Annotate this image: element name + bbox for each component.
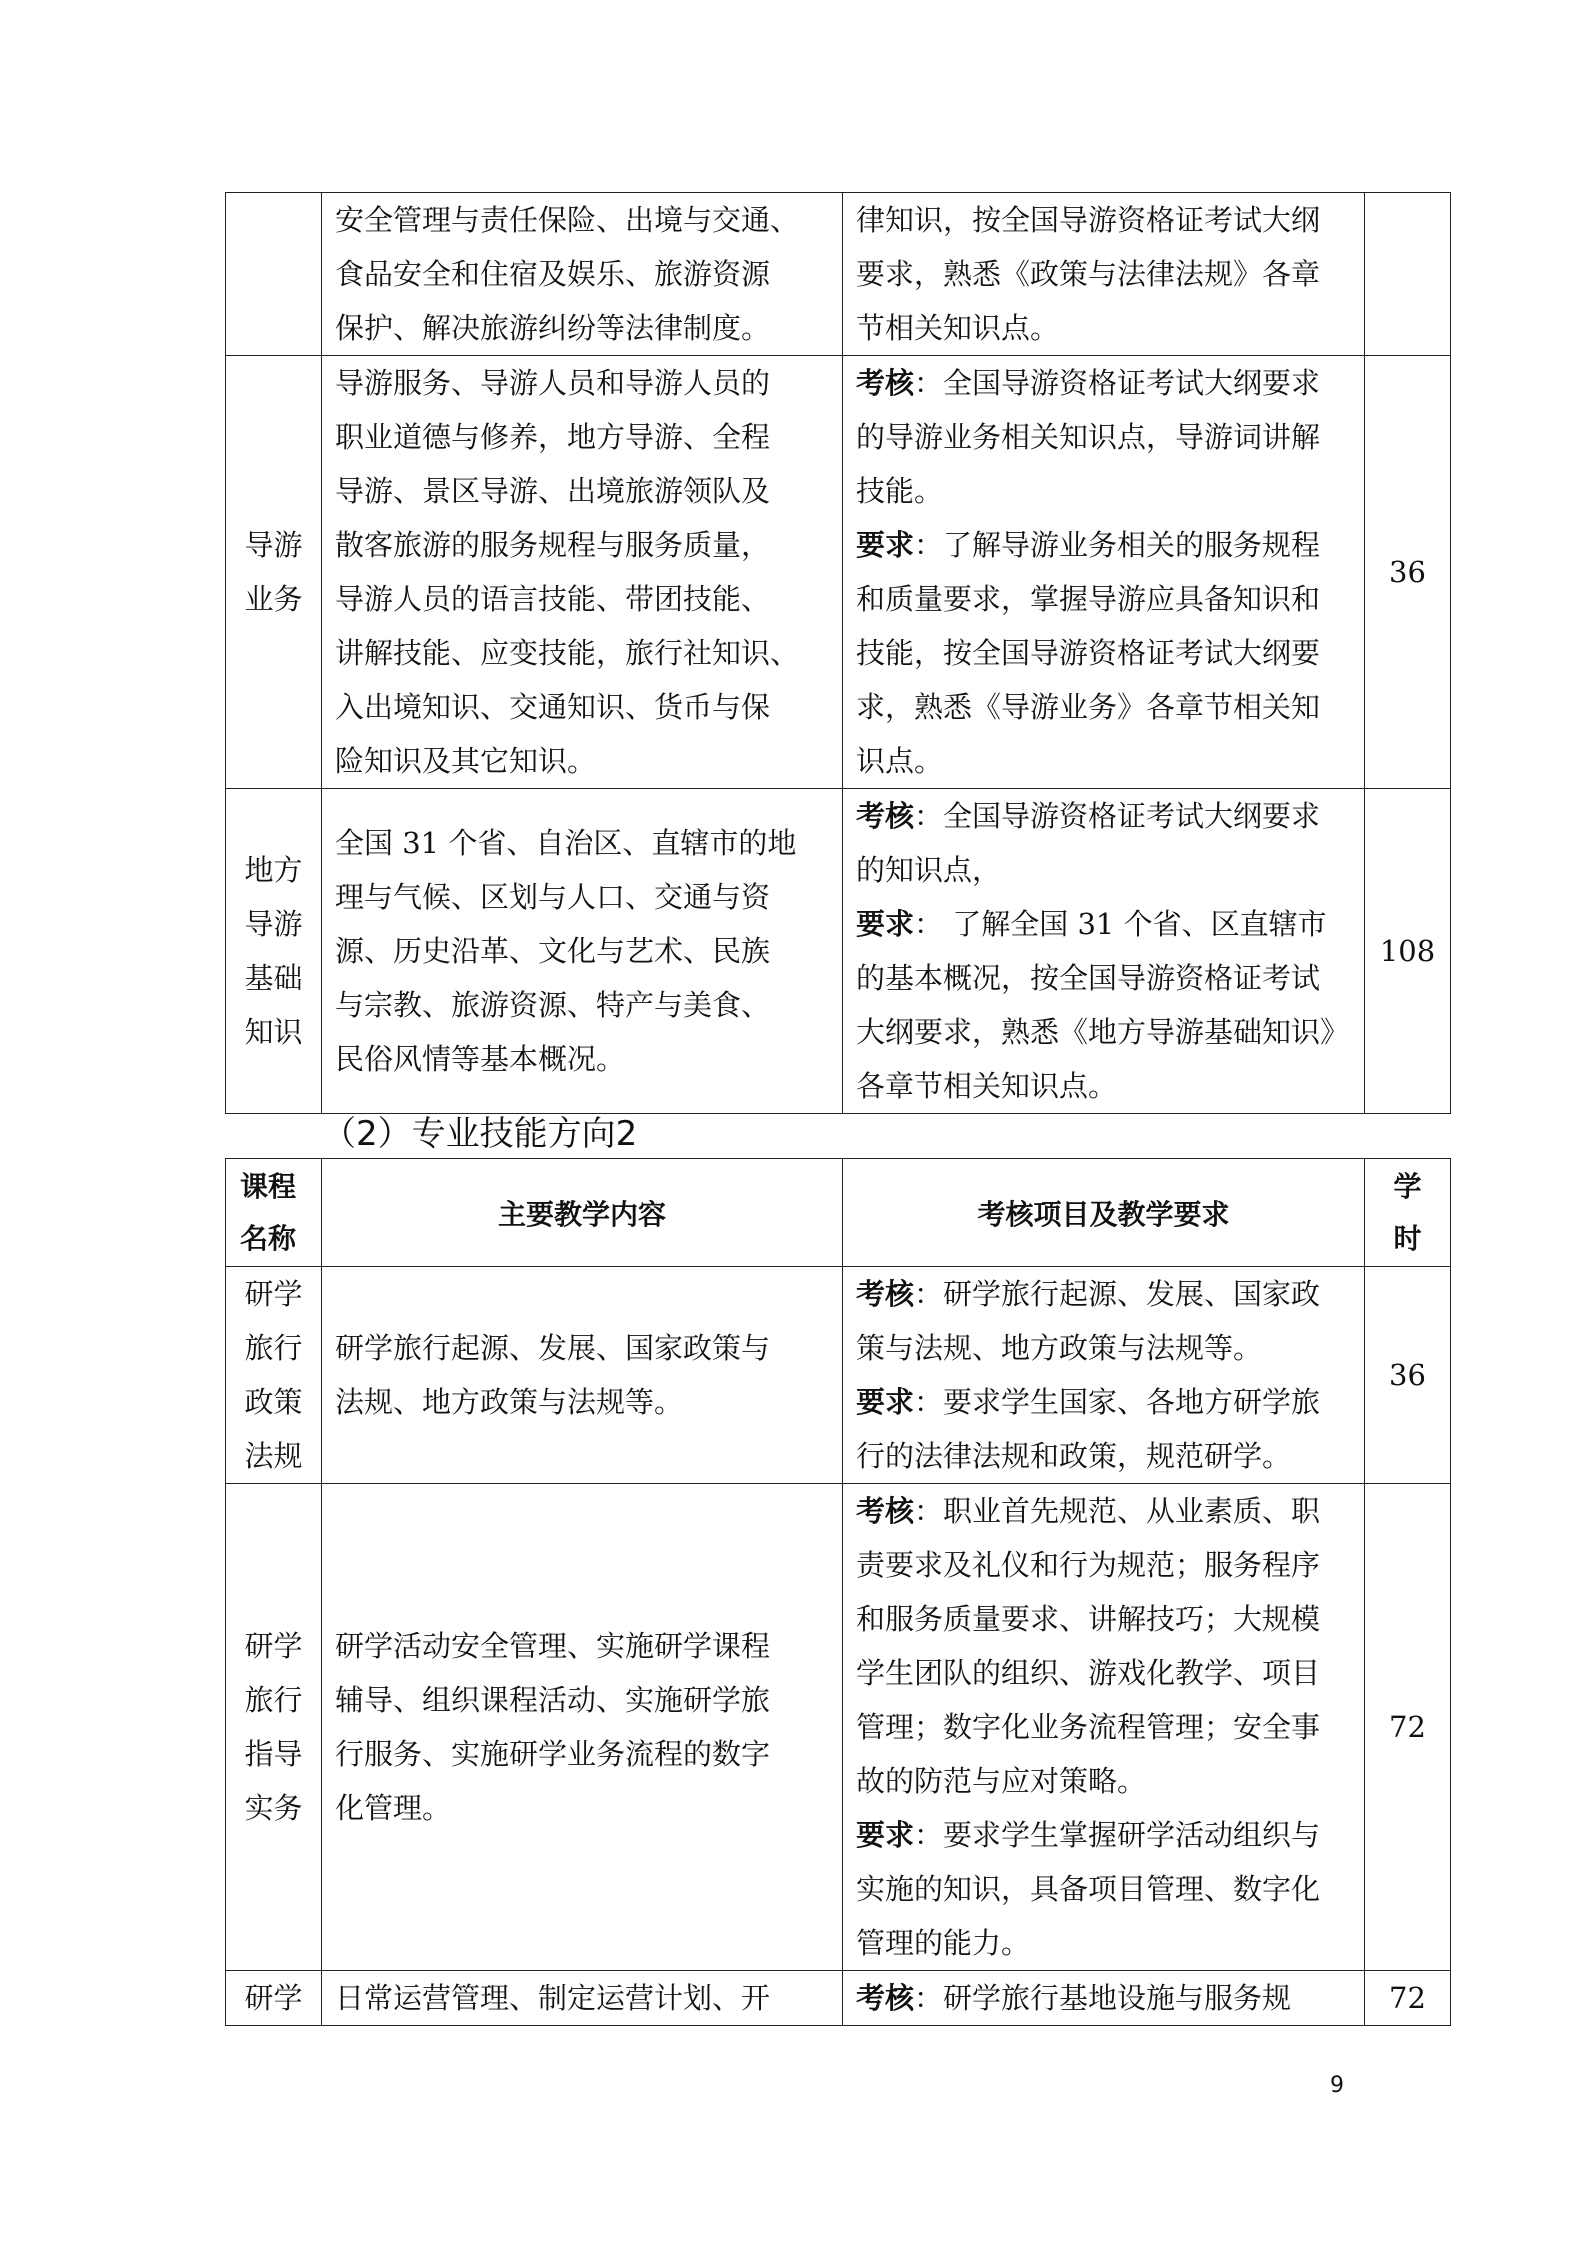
hours-cell: 108 <box>1365 789 1451 1114</box>
assessment-text: 技能，按全国导游资格证考试大纲要 <box>856 636 1321 670</box>
assessment-text: 学生团队的组织、游戏化教学、项目 <box>856 1656 1321 1690</box>
assessment-line <box>856 734 1351 788</box>
course-name-line: 业务 <box>244 582 303 616</box>
course-name-line: 政策 <box>244 1385 303 1419</box>
assessment-label: 考核 <box>856 1494 915 1528</box>
content-line: 保护、解决旅游纠纷等法律制度。 <box>335 311 771 345</box>
header-content: 主要教学内容 <box>322 1159 843 1267</box>
assessment-line <box>856 1484 1351 1538</box>
content-line: 理与气候、区划与人口、交通与资 <box>335 880 771 914</box>
assessment-line <box>856 356 1351 410</box>
assessment-text: 的基本概况，按全国导游资格证考试 <box>856 961 1321 995</box>
course-table-2 <box>225 1158 1451 2026</box>
table-row <box>226 1971 1451 2026</box>
header-hours-line: 学 <box>1393 1169 1422 1203</box>
assessment-line <box>856 464 1351 518</box>
assessment-label: 要求 <box>856 1385 915 1419</box>
assessment-label: 考核 <box>856 1277 915 1311</box>
assessment-text: 和服务质量要求、讲解技巧；大规模 <box>856 1602 1321 1636</box>
hours-cell: 36 <box>1365 1267 1451 1484</box>
assessment-line <box>856 680 1351 734</box>
assessment-line <box>856 1646 1351 1700</box>
assessment-text: 和质量要求，掌握导游应具备知识和 <box>856 582 1321 616</box>
content-line: 全国 31 个省、自治区、直辖市的地 <box>335 826 797 860</box>
assessment-label: 要求 <box>856 1818 915 1852</box>
assessment-line <box>856 951 1351 1005</box>
header-hours <box>1365 1159 1451 1267</box>
content-line: 日常运营管理、制定运营计划、开 <box>335 1981 771 2015</box>
content-line: 化管理。 <box>335 1791 452 1825</box>
page-number: 9 <box>1330 2073 1344 2098</box>
table-row <box>226 1267 1451 1484</box>
assessment-cell <box>843 356 1365 789</box>
assessment-text: 节相关知识点。 <box>856 311 1060 345</box>
assessment-cell <box>843 1484 1365 1971</box>
teaching-content-cell <box>322 1971 843 2026</box>
teaching-content-cell <box>322 356 843 789</box>
course-name-line: 旅行 <box>244 1683 303 1717</box>
course-name-cell <box>226 1971 322 2026</box>
assessment-text: ：要求学生掌握研学活动组织与 <box>914 1818 1321 1852</box>
assessment-text: ：了解导游业务相关的服务规程 <box>914 528 1321 562</box>
assessment-label: 考核 <box>856 366 915 400</box>
assessment-text: ：要求学生国家、各地方研学旅 <box>914 1385 1321 1419</box>
content-line: 导游人员的语言技能、带团技能、 <box>335 582 771 616</box>
assessment-label: 要求 <box>856 528 915 562</box>
table-row <box>226 789 1451 1114</box>
teaching-content-cell <box>322 193 843 356</box>
assessment-label: 考核 <box>856 799 915 833</box>
course-name-cell <box>226 1267 322 1484</box>
assessment-text: 的知识点， <box>856 853 1002 887</box>
course-name-line: 研学 <box>244 1629 303 1663</box>
assessment-text: 要求，熟悉《政策与法律法规》各章 <box>856 257 1321 291</box>
header-hours-line: 时 <box>1393 1221 1422 1255</box>
hours-cell: 72 <box>1365 1971 1451 2026</box>
assessment-text: 的导游业务相关知识点，导游词讲解 <box>856 420 1321 454</box>
assessment-line <box>856 1321 1351 1375</box>
course-name-line: 研学 <box>244 1981 303 2015</box>
assessment-line <box>856 1059 1351 1113</box>
assessment-line <box>856 1375 1351 1429</box>
header-course-name-line: 课程 <box>240 1169 297 1203</box>
header-course-name <box>226 1159 322 1267</box>
assessment-text: ：研学旅行起源、发展、国家政 <box>914 1277 1321 1311</box>
assessment-line <box>856 1754 1351 1808</box>
content-line: 职业道德与修养，地方导游、全程 <box>335 420 771 454</box>
assessment-text: ：全国导游资格证考试大纲要求 <box>914 366 1321 400</box>
content-line: 险知识及其它知识。 <box>335 744 597 778</box>
assessment-text: 行的法律法规和政策，规范研学。 <box>856 1439 1292 1473</box>
teaching-content-cell <box>322 1267 843 1484</box>
assessment-text: ：全国导游资格证考试大纲要求 <box>914 799 1321 833</box>
assessment-line <box>856 247 1351 301</box>
assessment-text: 策与法规、地方政策与法规等。 <box>856 1331 1263 1365</box>
table-row <box>226 193 1451 356</box>
content-line: 辅导、组织课程活动、实施研学旅 <box>335 1683 771 1717</box>
course-name-cell <box>226 193 322 356</box>
assessment-line <box>856 301 1351 355</box>
assessment-line <box>856 1267 1351 1321</box>
course-name-line: 实务 <box>244 1791 303 1825</box>
assessment-text: 实施的知识，具备项目管理、数字化 <box>856 1872 1321 1906</box>
assessment-line <box>856 410 1351 464</box>
assessment-text: ：研学旅行基地设施与服务规 <box>914 1981 1292 2015</box>
content-line: 研学活动安全管理、实施研学课程 <box>335 1629 771 1663</box>
hours-cell: 72 <box>1365 1484 1451 1971</box>
assessment-line <box>856 1808 1351 1862</box>
teaching-content-cell <box>322 789 843 1114</box>
hours-cell: 36 <box>1365 356 1451 789</box>
header-course-name-line: 名称 <box>240 1221 297 1255</box>
content-line: 散客旅游的服务规程与服务质量， <box>335 528 771 562</box>
course-name-line: 地方 <box>244 853 303 887</box>
course-name-line: 研学 <box>244 1277 303 1311</box>
assessment-text: ：职业首先规范、从业素质、职 <box>914 1494 1321 1528</box>
header-requirements: 考核项目及教学要求 <box>843 1159 1365 1267</box>
content-line: 讲解技能、应变技能，旅行社知识、 <box>335 636 800 670</box>
course-name-line: 法规 <box>244 1439 303 1473</box>
content-line: 法规、地方政策与法规等。 <box>335 1385 684 1419</box>
course-name-line: 知识 <box>244 1015 303 1049</box>
assessment-text: 管理的能力。 <box>856 1926 1031 1960</box>
assessment-line <box>856 897 1351 951</box>
course-name-cell <box>226 1484 322 1971</box>
teaching-content-cell <box>322 1484 843 1971</box>
assessment-line <box>856 572 1351 626</box>
assessment-line <box>856 1700 1351 1754</box>
assessment-line <box>856 1916 1351 1970</box>
assessment-line <box>856 518 1351 572</box>
section-title: （2）专业技能方向2 <box>322 1114 638 1154</box>
course-name-cell <box>226 356 322 789</box>
course-name-line: 指导 <box>244 1737 303 1771</box>
assessment-text: ： 了解全国 31 个省、区直辖市 <box>914 907 1327 941</box>
assessment-line <box>856 1005 1351 1059</box>
assessment-cell <box>843 1971 1365 2026</box>
assessment-label: 考核 <box>856 1981 915 2015</box>
table-row <box>226 356 1451 789</box>
assessment-text: 技能。 <box>856 474 944 508</box>
assessment-line <box>856 843 1351 897</box>
assessment-line <box>856 1538 1351 1592</box>
content-line: 行服务、实施研学业务流程的数字 <box>335 1737 771 1771</box>
content-line: 食品安全和住宿及娱乐、旅游资源 <box>335 257 771 291</box>
table-row <box>226 1484 1451 1971</box>
content-line: 民俗风情等基本概况。 <box>335 1042 626 1076</box>
content-line: 安全管理与责任保险、出境与交通、 <box>335 203 800 237</box>
assessment-cell <box>843 193 1365 356</box>
assessment-text: 大纲要求，熟悉《地方导游基础知识》 <box>856 1015 1350 1049</box>
assessment-line <box>856 626 1351 680</box>
assessment-text: 律知识，按全国导游资格证考试大纲 <box>856 203 1321 237</box>
assessment-label: 要求 <box>856 907 915 941</box>
content-line: 导游服务、导游人员和导游人员的 <box>335 366 771 400</box>
course-name-line: 导游 <box>244 528 303 562</box>
assessment-line <box>856 193 1351 247</box>
content-line: 与宗教、旅游资源、特产与美食、 <box>335 988 771 1022</box>
content-line: 源、历史沿革、文化与艺术、民族 <box>335 934 771 968</box>
assessment-line <box>856 1971 1351 2025</box>
assessment-line <box>856 1592 1351 1646</box>
assessment-text: 求，熟悉《导游业务》各章节相关知 <box>856 690 1321 724</box>
assessment-text: 责要求及礼仪和行为规范；服务程序 <box>856 1548 1321 1582</box>
assessment-text: 管理；数字化业务流程管理；安全事 <box>856 1710 1321 1744</box>
assessment-text: 识点。 <box>856 744 944 778</box>
assessment-cell <box>843 1267 1365 1484</box>
course-name-cell <box>226 789 322 1114</box>
table-header-row <box>226 1159 1451 1267</box>
assessment-cell <box>843 789 1365 1114</box>
assessment-line <box>856 1429 1351 1483</box>
course-name-line: 基础 <box>244 961 303 995</box>
course-name-line: 导游 <box>244 907 303 941</box>
course-table-1 <box>225 192 1451 1114</box>
content-line: 入出境知识、交通知识、货币与保 <box>335 690 771 724</box>
content-line: 研学旅行起源、发展、国家政策与 <box>335 1331 771 1365</box>
content-line: 导游、景区导游、出境旅游领队及 <box>335 474 771 508</box>
assessment-line <box>856 1862 1351 1916</box>
assessment-line <box>856 789 1351 843</box>
assessment-text: 故的防范与应对策略。 <box>856 1764 1147 1798</box>
assessment-text: 各章节相关知识点。 <box>856 1069 1118 1103</box>
course-name-line: 旅行 <box>244 1331 303 1365</box>
hours-cell <box>1365 193 1451 356</box>
